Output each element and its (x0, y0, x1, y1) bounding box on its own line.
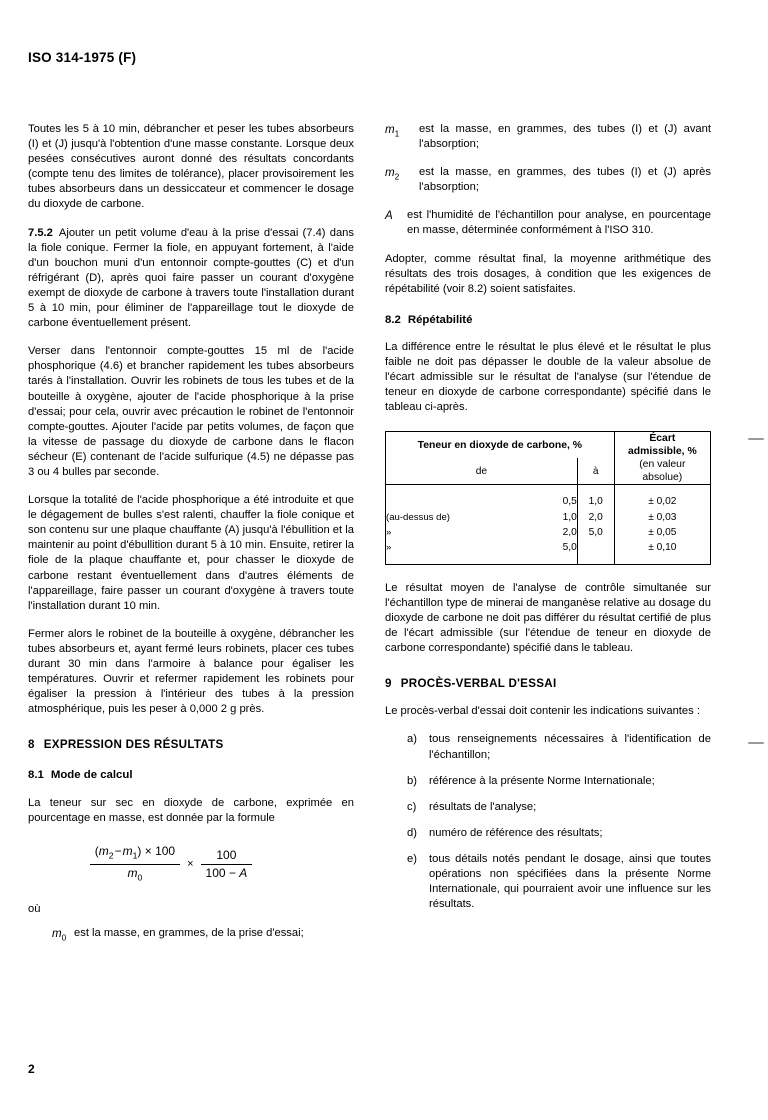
var-m1: m (122, 843, 133, 858)
header-teneur-span: Teneur en dioxyde de carbone, % (386, 432, 614, 458)
tolerance-table (386, 432, 710, 563)
definition-m2 (385, 165, 711, 195)
table-row (386, 485, 710, 510)
heading-section-9 (385, 676, 711, 691)
paragraph-acid-addition: Verser dans l'entonnoir compte-gouttes 15 ml de l'acide phosphorique (4.6) et brancher rapidement les tubes absorbeurs tarés à l'installation. Ouvrir les robinets de tous les tubes et de la bouteille à oxygène, ajouter de l'acide phosphorique à la prise d'essai; pour cela, ouvrir avec précaution le robinet de l'entonnoir compte-gouttes. Ajouter l'acide par petits volumes, de façon que la vitesse de passage du dioxyde de carbone dans le flacon sécheur (E) contenant de l'acide sulfurique (4.5) ne dépasse pas 3 ou 4 bulles par seconde. (28, 345, 354, 478)
list-item-text: numéro de référence des résultats; (429, 826, 603, 839)
paragraph-closing-valve: Fermer alors le robinet de la bouteille à oxygène, débrancher les tubes absorbeurs et, ayant fermé leurs robinets, placer ces tubes durant 30 min dans l'armoire à balance pour égaliser les températures. Ouvrir et refermer rapidement les robinets pour égaliser la pression à l'intérieur des tubes à la pression atmosphérique, puis les peser à 0,000 2 g près. (28, 627, 354, 716)
paragraph-report-intro: Le procès-verbal d'essai doit contenir les indications suivantes : (385, 705, 700, 718)
cell-de-value: 2,0 (562, 526, 577, 538)
cell-a: 2,0 (577, 510, 614, 525)
header-ecart-line3: (en valeur (639, 459, 686, 471)
section-9-title: PROCÈS-VERBAL D'ESSAI (400, 677, 557, 691)
var-m2-subscript: 2 (108, 850, 114, 861)
definition-m1 (385, 122, 711, 152)
cell-de (386, 510, 577, 525)
section-8-1-number: 8.1 (28, 769, 44, 782)
paragraph-control-analysis: Le résultat moyen de l'analyse de contrôle simultanée sur l'échantillon type de minerai de manganèse relative au dosage du dioxyde de carbone ne doit pas différer du résultat certifié de plus de l'écart admissible (sur l'étendue de teneur en dioxyde de carbone correspondante) spécifié dans le tableau. (385, 581, 711, 655)
cell-de-prefix: (au-dessus de) (386, 511, 450, 523)
var-m2: m (98, 843, 109, 858)
definition-A-text: est l'humidité de l'échantillon pour analyse, en pourcentage en masse, déterminée conformément à l'ISO 310. (407, 209, 711, 237)
symbol-m: m (52, 927, 62, 940)
clause-number-7-5-2: 7.5.2 (28, 226, 53, 239)
definition-m2-symbol (385, 165, 419, 195)
symbol-m: m (385, 166, 395, 180)
list-item-marker: b) (407, 774, 417, 787)
header-ecart-line4: absolue) (642, 472, 683, 484)
where-label: où (28, 902, 41, 915)
list-item-marker: e) (407, 852, 417, 865)
cell-ecart: ± 0,05 (648, 526, 677, 538)
symbol-m-subscript: 2 (394, 171, 400, 182)
cell-a: 5,0 (577, 525, 614, 540)
multiplication-operator: × (187, 858, 194, 871)
header-ecart-line2: admissible, % (627, 446, 697, 458)
cell-de (386, 525, 577, 540)
minus-operator: − (114, 843, 122, 858)
cell-de-prefix: » (386, 541, 392, 553)
definition-m0 (28, 926, 354, 945)
definition-m0-text: est la masse, en grammes, de la prise d'essai; (74, 927, 304, 939)
var-A: A (239, 866, 248, 881)
heading-section-8 (28, 737, 354, 752)
var-m1-subscript: 1 (132, 850, 138, 861)
cell-a (577, 540, 614, 564)
cell-de-prefix: » (386, 526, 392, 538)
table-row (386, 525, 710, 540)
header-ecart-line1: Écart (649, 433, 676, 445)
calculation-formula (28, 844, 354, 886)
definition-m1-text: est la masse, en grammes, des tubes (I) et (J) avant l'absorption; (419, 123, 711, 151)
page-number: 2 (28, 1062, 35, 1076)
section-8-2-title: Répétabilité (407, 313, 473, 326)
cell-de-value: 1,0 (562, 511, 577, 523)
paragraph-repeatability: La différence entre le résultat le plus élevé et le résultat le plus faible ne doit pas dépasser le double de la valeur absolue de l'écart admissible sur le résultat de l'analyse (sur l'étendue de teneur en dioxyde de carbone correspondante) spécifié dans le tableau ci-après. (385, 340, 711, 414)
list-item-marker: a) (407, 733, 417, 746)
header-column-de: de (386, 458, 577, 485)
cell-de-value: 5,0 (562, 541, 577, 553)
paren-close-times-100: ) × 100 (137, 843, 176, 858)
paragraph-final-result: Adopter, comme résultat final, la moyenne arithmétique des résultats des trois dosages, à condition que les exigences de répétabilité (voir 8.2) soient satisfaites. (385, 252, 711, 295)
definition-m2-text: est la masse, en grammes, des tubes (I) et (J) après l'absorption; (419, 166, 711, 194)
section-8-title: EXPRESSION DES RÉSULTATS (43, 738, 224, 752)
scan-edge-mark (748, 742, 764, 744)
heading-section-8-2 (385, 313, 711, 328)
list-item-text: tous détails notés pendant le dosage, ainsi que toutes opérations non spécifiées dans la présente Norme Internationale, qui pourraient avoir une influence sur les résultats. (429, 852, 711, 911)
symbol-A: A (385, 209, 393, 223)
cell-ecart: ± 0,03 (648, 511, 677, 523)
fraction-first (90, 844, 180, 886)
denominator-100-minus: 100 − (205, 866, 240, 881)
scan-edge-mark (748, 438, 764, 440)
symbol-m: m (385, 123, 395, 136)
definition-A-symbol (385, 208, 407, 238)
cell-de (386, 485, 577, 510)
symbol-m-subscript: 1 (394, 128, 400, 139)
fraction-first-numerator (90, 844, 180, 864)
section-8-number: 8 (28, 738, 35, 752)
right-column (385, 122, 711, 923)
fraction-second-denominator (201, 865, 253, 881)
tolerance-table-body (386, 485, 710, 564)
list-item-text: référence à la présente Norme Internationale; (429, 774, 655, 787)
paragraph-weighing: Toutes les 5 à 10 min, débrancher et peser les tubes absorbeurs (I) et (J) jusqu'à l'obtention d'une masse constante. Lorsque deux pesées consécutives auront donné des résultats concordants (compte tenu des limites de tolérance), placer provisoirement les tubes absorbeurs dans un dessiccateur et commencer le dosage du dioxyde de carbone. (28, 123, 354, 211)
document-header-id: ISO 314-1975 (F) (28, 50, 137, 65)
list-item (385, 852, 711, 912)
table-header-row-span (386, 432, 710, 458)
tolerance-table-head (386, 432, 710, 485)
cell-de-value: 0,5 (562, 496, 577, 508)
list-item-marker: c) (407, 800, 417, 813)
paragraph-7-5-2 (28, 226, 354, 332)
cell-ecart: ± 0,02 (648, 496, 677, 508)
left-column (28, 122, 354, 958)
tolerance-table-wrapper (385, 431, 711, 564)
cell-de (386, 540, 577, 564)
definition-A (385, 208, 711, 238)
fraction-second (201, 848, 253, 881)
definition-m1-symbol (385, 122, 419, 152)
symbol-m-subscript: 0 (61, 932, 67, 943)
heading-section-8-1 (28, 768, 354, 783)
list-item-text: tous renseignements nécessaires à l'identification de l'échantillon; (429, 733, 711, 761)
list-item-marker: d) (407, 826, 417, 839)
section-8-2-number: 8.2 (385, 313, 401, 326)
table-row (386, 540, 710, 564)
clause-7-5-2-text: Ajouter un petit volume d'eau à la prise d'essai (7.4) dans la fiole conique. Fermer la fiole, en appuyant fortement, à l'aide d'un bouchon muni d'un entonnoir compte-gouttes (C) et d'un réfrigérant (D), après quoi faire passer un courant d'oxygène exempt de dioxyde de carbone à travers toute l'installation durant 5 à 10 min, pour éliminer de l'appareillage tout le dioxyde de carbone éventuellement présent. (28, 226, 354, 330)
header-ecart-admissible (614, 432, 710, 485)
var-m0-subscript: 0 (137, 872, 143, 883)
fraction-first-denominator (123, 865, 148, 885)
list-item-text: résultats de l'analyse; (429, 800, 537, 813)
paren-open: ( (94, 843, 99, 858)
paragraph-formula-intro: La teneur sur sec en dioxyde de carbone, exprimée en pourcentage en masse, est donnée par la formule (28, 796, 354, 824)
section-9-number: 9 (385, 677, 392, 691)
list-item (385, 800, 711, 815)
header-column-a: à (577, 458, 614, 485)
cell-ecart: ± 0,10 (648, 541, 677, 553)
list-item (385, 826, 711, 841)
table-row (386, 510, 710, 525)
cell-a: 1,0 (577, 485, 614, 510)
fraction-second-numerator: 100 (216, 848, 237, 863)
list-item (385, 732, 711, 762)
definition-m0-symbol (52, 926, 74, 945)
section-8-1-title: Mode de calcul (50, 769, 133, 782)
var-m0: m (127, 866, 138, 881)
list-item (385, 774, 711, 789)
paragraph-boiling: Lorsque la totalité de l'acide phosphorique a été introduite et que le dégagement de bulles s'est ralenti, chauffer la fiole conique et son contenu sur une plaque chauffante (A) jusqu'à l'ébullition et la maintenir au point d'ébullition durant 5 à 10 min. Ensuite, retirer la fiole de la plaque chauffante et, pour chasser le dioxyde de carbone restant éventuellement dans d'autres éléments de l'appareillage, faire passer un courant d'oxygène à travers toute l'installation durant 10 min. (28, 494, 354, 612)
